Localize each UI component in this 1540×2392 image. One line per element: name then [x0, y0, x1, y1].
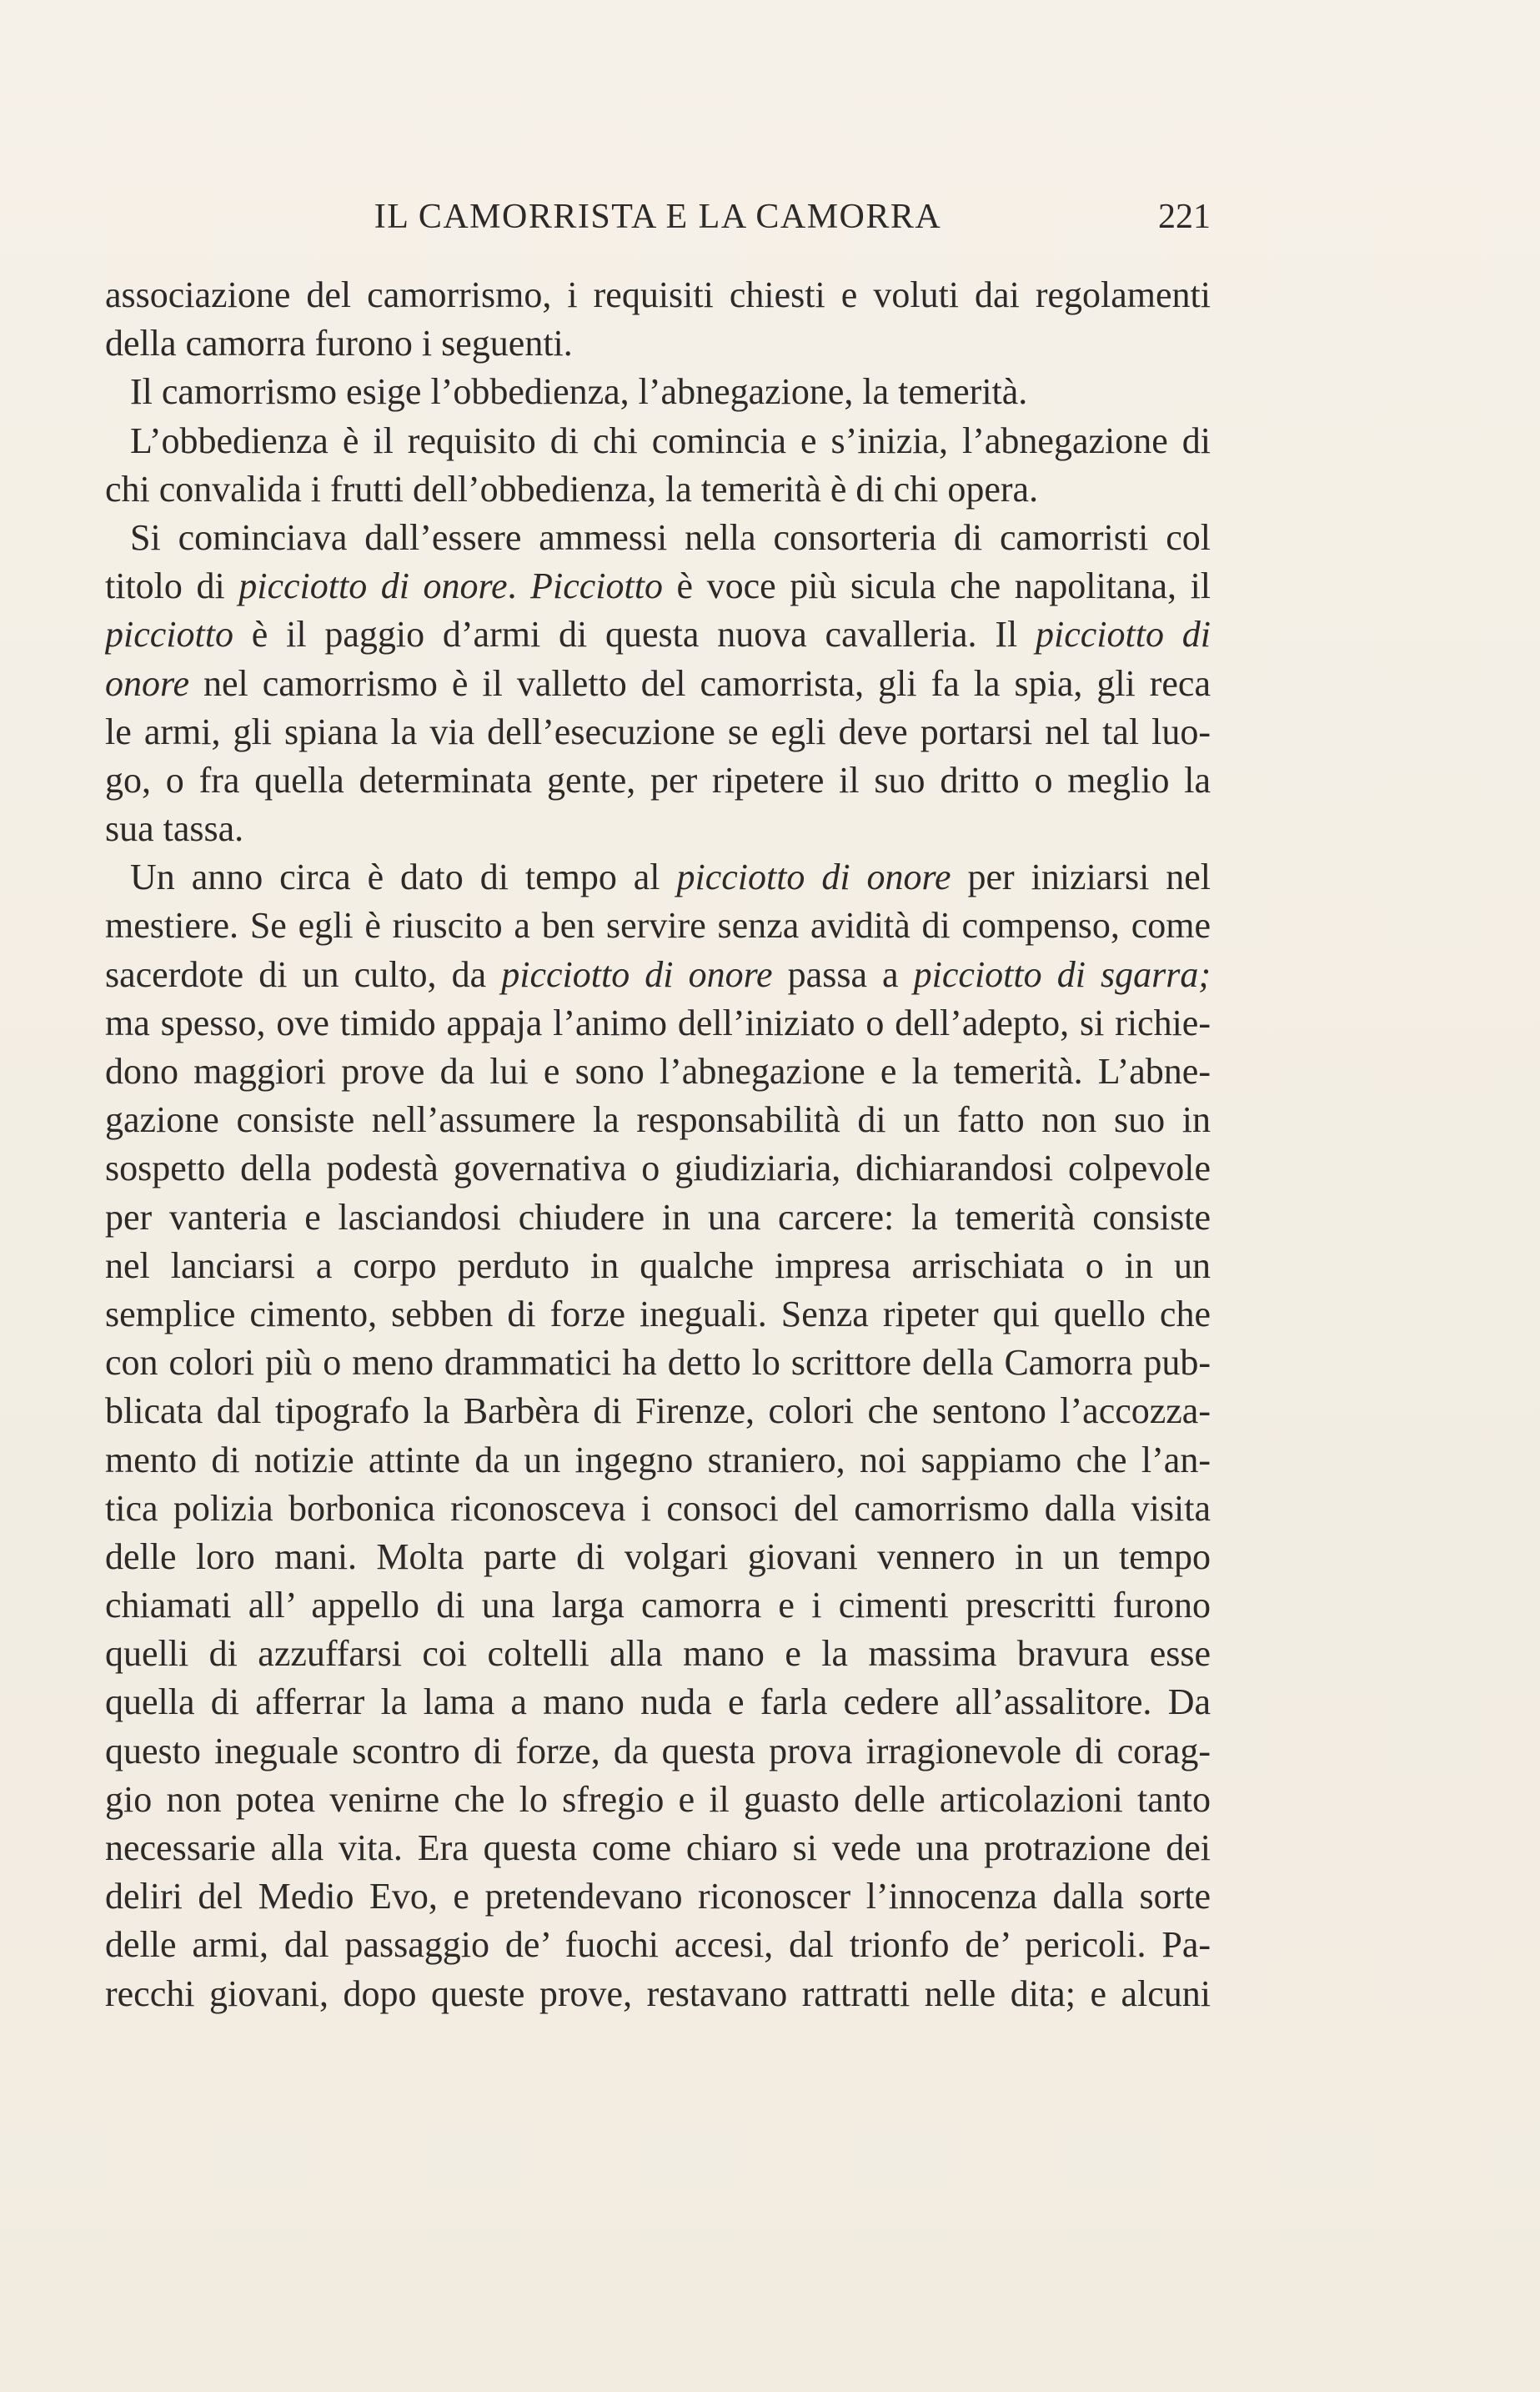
text-line: per vanteria e lasciandosi chiudere in una carcere: la temerità consiste	[105, 1196, 1211, 1238]
text-line: delle loro mani. Molta parte di volgari giovani vennero in un tempo	[105, 1535, 1211, 1577]
text-line: ma spesso, ove timido appaja l’animo dell’iniziato o dell’adepto, si richie-	[105, 1002, 1211, 1043]
text-line: blicata dal tipografo la Barbèra di Firenze, colori che sentono l’accozza-	[105, 1390, 1211, 1432]
text-line: questo ineguale scontro di forze, da questa prova irragionevole di corag-	[105, 1730, 1211, 1771]
text-line: quella di afferrar la lama a mano nuda e farla cedere all’assalitore. Da	[105, 1681, 1211, 1723]
text-line: quelli di azzuffarsi coi coltelli alla mano e la massima bravura esse	[105, 1633, 1211, 1675]
text-line: nel lanciarsi a corpo perduto in qualche impresa arrischiata o in un	[105, 1244, 1211, 1286]
text-line: L’obbedienza è il requisito di chi comincia e s’inizia, l’abnegazione di	[130, 420, 1211, 461]
text-line: delle armi, dal passaggio de’ fuochi accesi, dal trionfo de’ pericoli. Pa-	[105, 1924, 1211, 1966]
text-line: gazione consiste nell’assumere la responsabilità di un fatto non suo in	[105, 1099, 1211, 1141]
text-line: titolo di picciotto di onore. Picciotto è voce più sicula che napolitana, il	[105, 565, 1211, 607]
text-line: della camorra furono i seguenti.	[105, 323, 573, 364]
text-line: tica polizia borbonica riconosceva i consoci del camorrismo dalla visita	[105, 1487, 1211, 1529]
text-line: associazione del camorrismo, i requisiti chiesti e voluti dai regolamenti	[105, 274, 1211, 315]
text-line: necessarie alla vita. Era questa come chiaro si vede una protrazione dei	[105, 1827, 1211, 1868]
text-line: sospetto della podestà governativa o giudiziaria, dichiarandosi colpevole	[105, 1148, 1211, 1189]
text-line: deliri del Medio Evo, e pretendevano riconoscer l’innocenza dalla sorte	[105, 1876, 1211, 1917]
text-line: gio non potea venirne che lo sfregio e il guasto delle articolazioni tanto	[105, 1778, 1211, 1820]
text-line: le armi, gli spiana la via dell’esecuzione se egli deve portarsi nel tal luo-	[105, 711, 1211, 752]
text-line: mestiere. Se egli è riuscito a ben servire senza avidità di compenso, come	[105, 905, 1211, 947]
text-line: picciotto è il paggio d’armi di questa nuova cavalleria. Il picciotto di	[105, 614, 1211, 656]
text-line: mento di notizie attinte da un ingegno straniero, noi sappiamo che l’an-	[105, 1439, 1211, 1480]
running-head	[105, 197, 1211, 247]
text-line: recchi giovani, dopo queste prove, restavano rattratti nelle dita; e alcuni	[105, 1972, 1211, 2014]
text-line: Il camorrismo esige l’obbedienza, l’abnegazione, la temerità.	[130, 371, 1028, 413]
text-line: Un anno circa è dato di tempo al picciotto di onore per iniziarsi nel	[130, 857, 1211, 898]
body-text	[105, 271, 1211, 2018]
page-number: 221	[1158, 198, 1211, 236]
text-line: Si cominciava dall’essere ammessi nella consorteria di camorristi col	[130, 516, 1211, 558]
text-line: sacerdote di un culto, da picciotto di onore passa a picciotto di sgarra;	[105, 953, 1211, 995]
text-line: chi convalida i frutti dell’obbedienza, la temerità è di chi opera.	[105, 468, 1039, 510]
text-line: go, o fra quella determinata gente, per ripetere il suo dritto o meglio la	[105, 759, 1211, 801]
text-line: chiamati all’ appello di una larga camorra e i cimenti prescritti furono	[105, 1585, 1211, 1626]
text-line: sua tassa.	[105, 808, 244, 850]
text-line: dono maggiori prove da lui e sono l’abnegazione e la temerità. L’abne-	[105, 1051, 1211, 1092]
running-title: IL CAMORRISTA E LA CAMORRA	[374, 198, 942, 236]
text-line: onore nel camorrismo è il valletto del camorrista, gli fa la spia, gli reca	[105, 662, 1211, 704]
text-line: semplice cimento, sebben di forze ineguali. Senza ripeter qui quello che	[105, 1293, 1211, 1334]
text-line: con colori più o meno drammatici ha detto lo scrittore della Camorra pub-	[105, 1342, 1211, 1384]
